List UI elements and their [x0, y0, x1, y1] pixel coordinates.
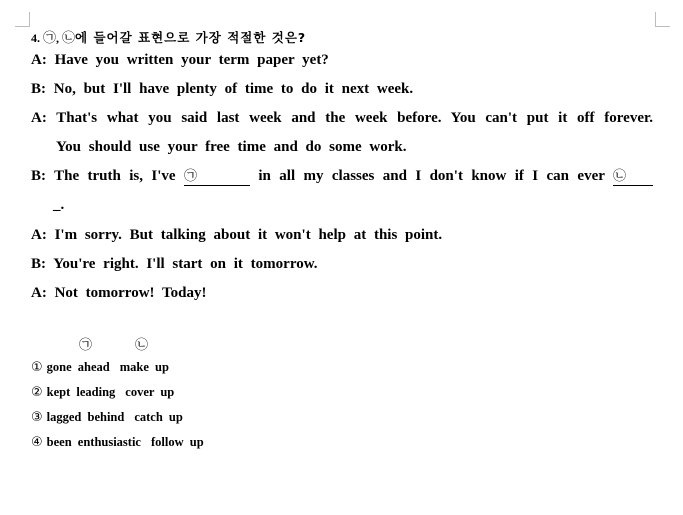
- speaker: B:: [31, 81, 46, 97]
- utterance-continuation: You should use your free time and do some work.: [56, 139, 407, 155]
- choice-first: lagged behind: [46, 410, 125, 424]
- choice-first: kept leading: [46, 385, 116, 399]
- dialogue-line-4-trailing: [53, 197, 64, 214]
- question-title: [31, 27, 306, 46]
- utterance: Have you written your term paper yet?: [54, 52, 329, 68]
- blank-1: [184, 169, 250, 186]
- utterance: You're right. I'll start on it tomorrow.: [53, 256, 318, 272]
- blank-1-marker: ㉠: [183, 169, 197, 184]
- choice-second: make up: [119, 360, 169, 374]
- dialogue-line-3: [31, 110, 653, 127]
- utterance-before-blank: The truth is, I've: [54, 168, 176, 184]
- choice-4[interactable]: [31, 435, 204, 450]
- choice-second: catch up: [134, 410, 183, 424]
- blank-2: [613, 169, 653, 186]
- choice-first: gone ahead: [46, 360, 110, 374]
- utterance: No, but I'll have plenty of time to do it next week.: [53, 81, 414, 97]
- dialogue-line-3-continuation: [56, 139, 406, 156]
- utterance: That's what you said last week and the week before. You can't put it off forever.: [56, 110, 654, 126]
- choice-number: ①: [31, 360, 43, 375]
- choice-number: ③: [31, 410, 43, 425]
- speaker: A:: [31, 110, 47, 126]
- dialogue-line-6: [31, 256, 317, 273]
- utterance: Not tomorrow! Today!: [54, 285, 207, 301]
- dialogue-line-7: [31, 285, 206, 302]
- speaker: A:: [31, 52, 47, 68]
- choice-number: ②: [31, 385, 43, 400]
- utterance-middle: in all my classes and I don't know if I can ever: [258, 168, 605, 184]
- choice-2[interactable]: [31, 385, 174, 400]
- speaker: A:: [31, 227, 47, 243]
- dialogue-line-5: [31, 227, 442, 244]
- blank-marker-2: ㉡: [62, 31, 76, 46]
- question-comma: ,: [56, 31, 60, 45]
- speaker: A:: [31, 285, 47, 301]
- blank-2-tail: _.: [53, 197, 65, 213]
- page-corner-mark-left: [15, 12, 30, 27]
- utterance: I'm sorry. But talking about it won't help at this point.: [54, 227, 443, 243]
- blank-marker-1: ㉠: [43, 31, 57, 46]
- choice-second: follow up: [150, 435, 204, 449]
- choice-3[interactable]: [31, 410, 183, 425]
- dialogue-line-4: [31, 168, 653, 186]
- choice-number: ④: [31, 435, 43, 450]
- choices-header-col2: ㉡: [135, 338, 149, 353]
- blank-2-marker: ㉡: [613, 169, 627, 184]
- choice-first: been enthusiastic: [46, 435, 141, 449]
- question-prompt: 에 들어갈 표현으로 가장 적절한 것은?: [75, 30, 307, 45]
- speaker: B:: [31, 168, 46, 184]
- choices-header-col1: ㉠: [79, 338, 93, 353]
- question-number: 4.: [31, 31, 40, 45]
- choice-1[interactable]: [31, 360, 169, 375]
- page-corner-mark-right: [655, 12, 670, 27]
- dialogue-line-2: [31, 81, 413, 98]
- choice-second: cover up: [125, 385, 175, 399]
- speaker: B:: [31, 256, 46, 272]
- dialogue-line-1: [31, 52, 329, 69]
